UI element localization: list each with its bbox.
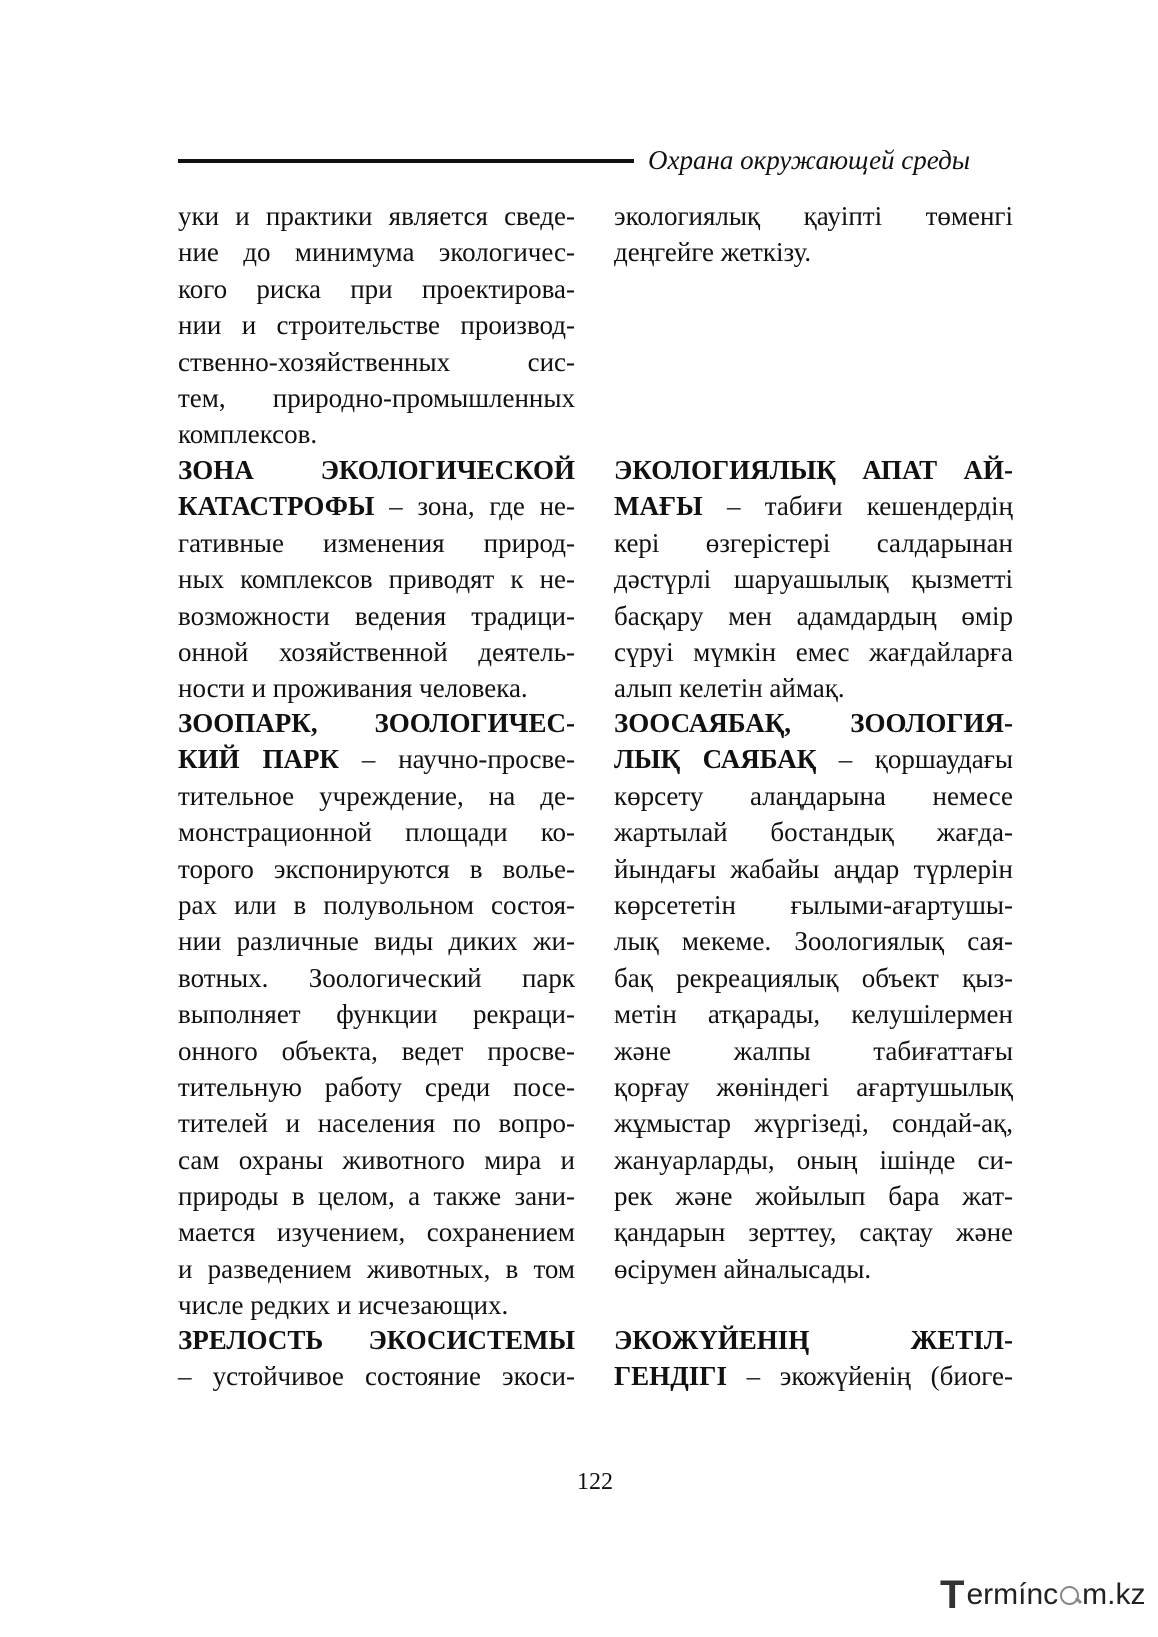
text-line: деңгейге жеткізу.: [614, 237, 812, 268]
entry-term: ЗООСАЯБАҚ, ЗООЛОГИЯ-: [614, 708, 1013, 738]
text-line: сүруі мүмкін емес жағдайларға: [614, 636, 1013, 667]
text-line: йындағы жабайы аңдар түрлерін: [614, 853, 1013, 884]
text-line: уки и практики является сведе-: [178, 201, 575, 231]
text-line: тителей и населения по вопро-: [178, 1108, 575, 1139]
text-line: жұмыстар жүргізеді, сондай-ақ,: [614, 1108, 1013, 1139]
text-line: алып келетін аймақ.: [614, 673, 845, 704]
text-line: өсірумен айналысады.: [614, 1253, 872, 1284]
running-title: Охрана окружающей среды: [648, 145, 971, 175]
text-line: – устойчивое состояние экоси-: [178, 1361, 575, 1392]
text-line: нии различные виды диких жи-: [178, 926, 575, 957]
entry-ecological-disaster-zone: [614, 452, 1013, 707]
watermark-text-start: ermínc: [966, 1578, 1059, 1611]
text-line: гативные изменения природ-: [178, 527, 575, 558]
entry-zoo: [178, 705, 575, 1324]
entry-term: ЛЫҚ САЯБАҚ: [614, 744, 817, 775]
text-line: рах или в полувольном состоя-: [178, 889, 575, 920]
text-line: кері өзгерістері салдарынан: [614, 527, 1013, 558]
text-line: монстрационной площади ко-: [178, 817, 575, 848]
definition-text: – научно-просве-: [339, 744, 575, 775]
definition-text: – қоршаудағы: [816, 744, 1013, 775]
text-line: басқару мен адамдардың өмір: [614, 600, 1013, 631]
entry-term: ЭКОЖҮЙЕНІҢ ЖЕТІЛ-: [614, 1325, 1013, 1355]
entry-term: ЗООПАРК, ЗООЛОГИЧЕС-: [178, 708, 575, 738]
text-line: числе редких и исчезающих.: [178, 1290, 509, 1321]
text-line: [178, 488, 575, 524]
text-line: және жалпы табиғаттағы: [614, 1035, 1013, 1066]
text-line: [614, 488, 1013, 524]
entry-term: ЗРЕЛОСТЬ ЭКОСИСТЕМЫ: [178, 1325, 575, 1355]
entry-zoo-park: [614, 705, 1013, 1287]
text-line: нии и строительстве производ-: [178, 310, 575, 341]
entry-term: КАТАСТРОФЫ: [178, 491, 375, 522]
entry-term: ЗОНА ЭКОЛОГИЧЕСКОЙ: [178, 455, 575, 485]
russian-column: [178, 198, 575, 453]
text-line: ние до минимума экологичес-: [178, 237, 575, 268]
text-line: онной хозяйственной деятель-: [178, 636, 575, 667]
entry-term: КИЙ ПАРК: [178, 744, 340, 775]
text-line: торого экспонируются в волье-: [178, 853, 575, 884]
text-line: [614, 741, 1013, 777]
termincom-watermark: [940, 1572, 1146, 1617]
text-line: ных комплексов приводят к не-: [178, 564, 575, 595]
watermark-text-end: m.kz: [1082, 1578, 1146, 1611]
text-line: ности и проживания человека.: [178, 673, 528, 704]
definition-text: – табиғи кешендердің: [702, 491, 1013, 522]
text-line: бақ рекреациялық объект қыз-: [614, 962, 1013, 993]
text-line: ственно-хозяйственных сис-: [178, 346, 575, 377]
text-line: көрсету алаңдарына немесе: [614, 780, 1013, 811]
text-line: сам охраны животного мира и: [178, 1144, 575, 1175]
watermark-letter-t: T: [940, 1572, 965, 1617]
text-line: и разведением животных, в том: [178, 1253, 575, 1284]
text-line: [178, 741, 575, 777]
text-line: комплексов.: [178, 419, 318, 450]
text-line: тем, природно-промышленных: [178, 382, 575, 413]
entry-term: ГЕНДІГІ: [614, 1361, 727, 1392]
text-line: мается изучением, сохранением: [178, 1217, 575, 1248]
definition-text: – экожүйенің (биоге-: [726, 1361, 1013, 1392]
text-line: возможности ведения традици-: [178, 600, 575, 631]
entry-zone-ecological-catastrophe: [178, 452, 575, 707]
text-line: тительное учреждение, на де-: [178, 780, 575, 811]
text-line: лық мекеме. Зоологиялық сая-: [614, 926, 1013, 957]
text-line: дәстүрлі шаруашылық қызметті: [614, 564, 1013, 595]
text-line: вотных. Зоологический парк: [178, 962, 575, 993]
header-rule: [178, 159, 634, 163]
text-line: жануарларды, оның ішінде си-: [614, 1144, 1013, 1175]
text-line: природы в целом, а также зани-: [178, 1181, 575, 1212]
text-line: жартылай бостандық жағда-: [614, 817, 1013, 848]
text-line: көрсететін ғылыми-ағартушы-: [614, 889, 1013, 920]
text-line: қорғау жөніндегі ағартушылық: [614, 1071, 1013, 1102]
text-line: экологиялық қауіпті төменгі: [614, 201, 1013, 231]
text-line: рек және жойылып бара жат-: [614, 1181, 1013, 1212]
text-line: онного объекта, ведет просве-: [178, 1035, 575, 1066]
magnifier-icon: [1059, 1584, 1081, 1606]
entry-term: ЭКОЛОГИЯЛЫҚ АПАТ АЙ-: [614, 455, 1013, 485]
text-line: тительную работу среди посе-: [178, 1071, 575, 1102]
text-line: кого риска при проектирова-: [178, 273, 575, 304]
text-line: метін атқарады, келушілермен: [614, 999, 1013, 1030]
entry-ecosystem-maturity: [178, 1322, 575, 1395]
kazakh-column: [614, 198, 1013, 271]
text-line: выполняет функции рекраци-: [178, 999, 575, 1030]
entry-term: МАҒЫ: [614, 491, 703, 522]
definition-text: – зона, где не-: [374, 491, 575, 522]
text-line: [614, 1358, 1013, 1394]
page-number: 122: [577, 1469, 613, 1495]
entry-ecosystem-maturity-kz: [614, 1322, 1013, 1395]
text-line: қандарын зерттеу, сақтау және: [614, 1217, 1013, 1248]
